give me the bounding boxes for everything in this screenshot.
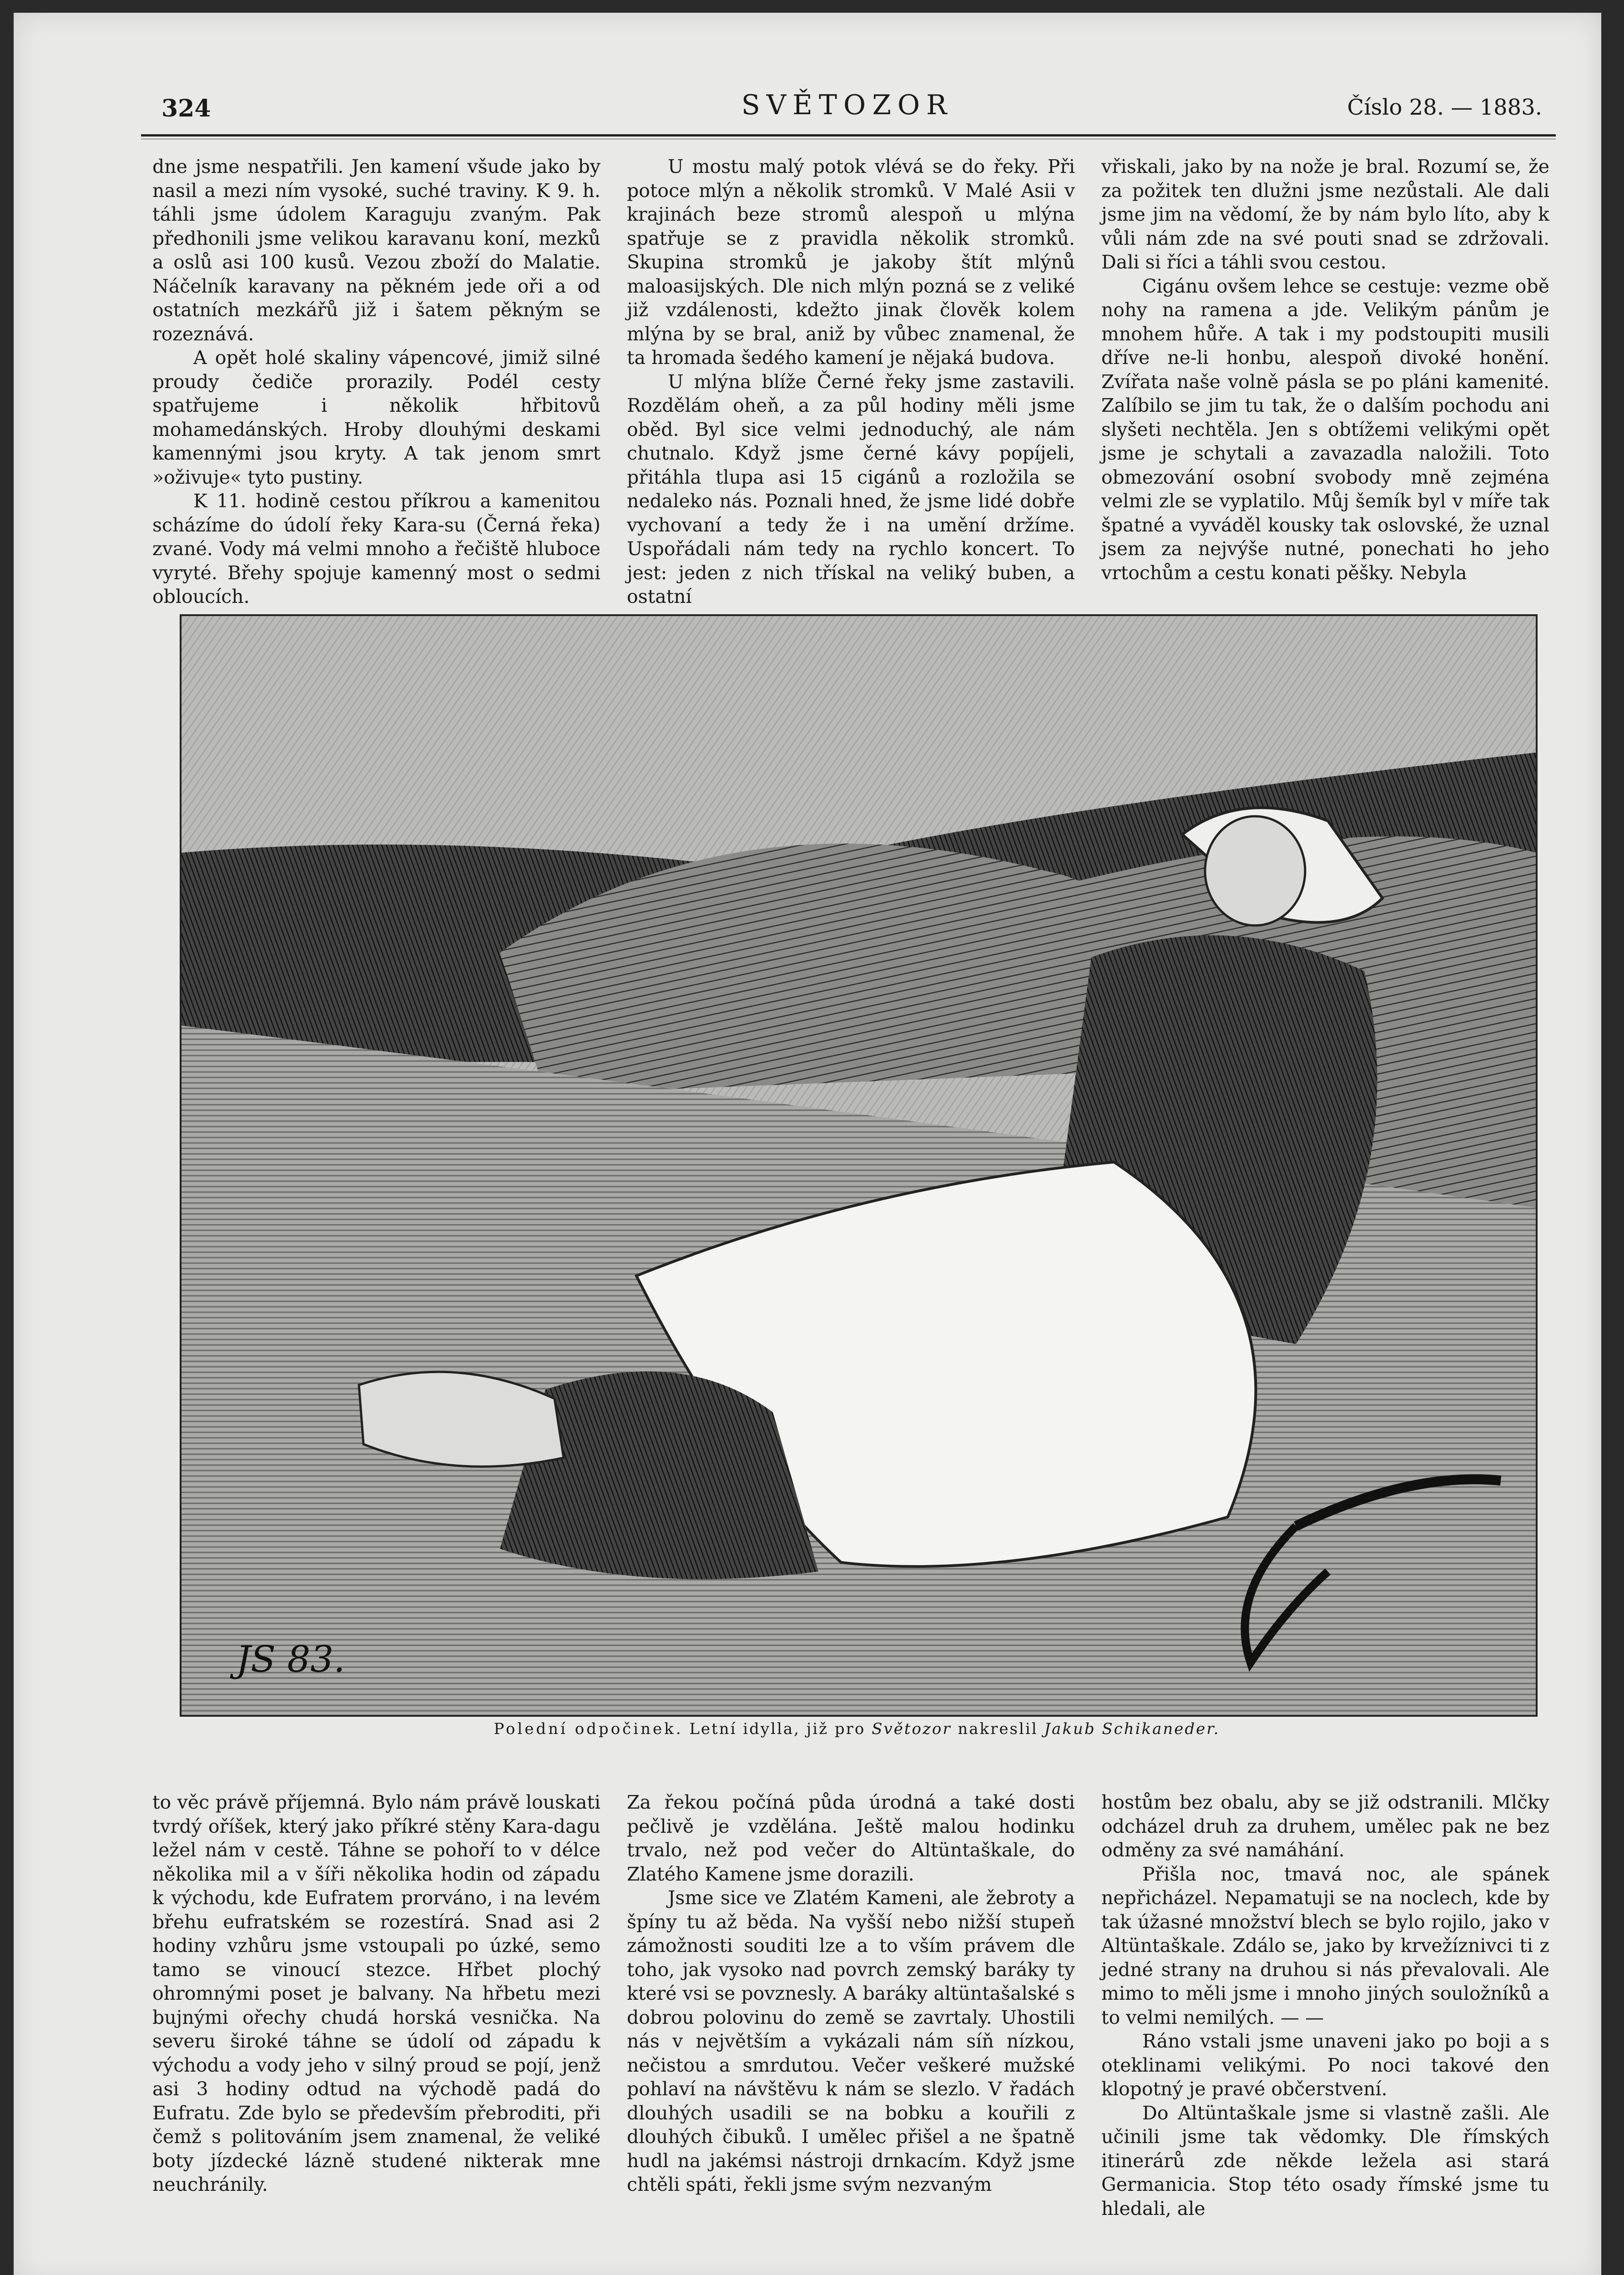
article-column-2-bottom — [627, 1790, 1075, 2195]
article-column-1-top — [152, 155, 600, 607]
paragraph: hostům bez obalu, aby se již odstranili. Mlčky odcházel druh za druhem, umělec pak ne bez odměny za své namáhání. — [1101, 1791, 1549, 1861]
article-column-1-bottom — [152, 1790, 600, 2195]
article-column-3-bottom — [1101, 1790, 1549, 2219]
article-column-3-top — [1101, 155, 1549, 584]
page-number: 324 — [161, 95, 211, 122]
paragraph: U mlýna blíže Černé řeky jsme zastavili. Rozdělám oheň, a za půl hodiny měli jsme oběd. Byl sice velmi jednoduchý, ale nám chutnalo. Když jsme černé kávy popíjeli, přitáhla tlupa asi 15 cigánů a rozložila se nedaleko nás. Poznali hned, že jsme lidé dobře vychovaní a tedy že i na umění držíme. Uspořádali nám tedy na rychlo koncert. To jest: jeden z nich třískal na veliký buben, a ostatní — [627, 370, 1075, 607]
paragraph: Přišla noc, tmavá noc, ale spánek nepřicházel. Nepamatuji se na noclech, kde by tak úžasné množství blech se bylo rojilo, jako v Altüntaškale. Zdálo se, jako by krvežíznivci ti z jedné strany na druhou si nás převalovali. Ale mimo to měli jsme i mnoho jiných souložníků a to velmi nemilých. — — — [1101, 1863, 1549, 2028]
masthead-title: SVĚTOZOR — [741, 89, 953, 121]
paragraph: Do Altüntaškale jsme si vlastně zašli. Ale učinili jsme tak vědomky. Dle římských itinerárů zde někde ležela asi stará Germanicia. Stop této osady římské jsme tu hledali, ale — [1101, 2102, 1549, 2219]
paragraph: Ráno vstali jsme unaveni jako po boji a s oteklinami velikými. Po noci takové den klopotný je pravé občerstvení. — [1101, 2030, 1549, 2100]
paragraph: Jsme sice ve Zlatém Kameni, ale žebroty a špíny tu až běda. Na vyšší nebo nižší stupeň zámožnosti souditi lze a to vším právem dle toho, jak vysoko nad povrch zemský baráky ty které vsi se povznesly. A baráky altüntašalské s dobrou polovinu do země se zavrtaly. Uhostili nás v největším a vykázali nám síň nízkou, nečistou a smrdutou. Večer veškeré mužské pohlaví na návštěvu k nám se slezlo. V řadách dlouhých usadili se na bobku a kouřili z dlouhých čibuků. I umělec přišel a ne špatně hudl na jakémsi nástroji drnkacím. Když jsme chtěli spáti, řekli jsme svým nezvaným — [627, 1887, 1075, 2195]
paragraph: vřiskali, jako by na nože je bral. Rozumí se, že za požitek ten dlužni jsme nezůstali. Ale dali jsme jim na vědomí, že by nám bylo líto, aby k vůli nám zde na své pouti snad se zdržovali. Dali si říci a táhli svou cestou. — [1101, 156, 1549, 273]
paragraph: A opět holé skaliny vápencové, jimiž silné proudy čediče prorazily. Podél cesty spatřujeme i několik hřbitovů mohamedánských. Hroby dlouhými deskami kamennými jsou kryty. A tak jenom smrt »oživuje« tyto pustiny. — [152, 347, 600, 488]
caption-mid: nakreslil — [958, 1720, 1038, 1738]
header-rule — [141, 134, 1556, 136]
page-header — [139, 81, 1556, 126]
paragraph: dne jsme nespatřili. Jen kamení všude jako by nasil a mezi ním vysoké, suché traviny. K 9. h. táhli jsme údolem Karaguju zvaným. Pak předhonili jsme velikou karavanu koní, mezků a oslů asi 100 kusů. Vezou zboží do Malatie. Náčelník karavany na pěkném jede oři a od ostatních mezkářů již i šatem pěkným se rozeznává. — [152, 156, 600, 345]
caption-text: Letní idylla, již pro — [689, 1720, 866, 1738]
paragraph: to věc právě příjemná. Bylo nám právě louskati tvrdý oříšek, který jako příkré stěny Kara-dagu ležel nám v cestě. Táhne se pohoří to v délce několika mil a v šíři několika hodin od západu k východu, kde Eufratem prorváno, i na levém břehu eufratském se rozestírá. Snad asi 2 hodiny vzhůru jsme vstoupali po úzké, semo tamo se vinoucí stezce. Hřbet plochý ohromnými poset je balvany. Na hřbetu mezi bujnými ořechy chudá horská vesnička. Na severu široké táhne se údolí od západu k východu a vody jeho v silný proud se pojí, jenž asi 3 hodiny odtud na východě padá do Eufratu. Zde bylo se především přebroditi, při čemž s politováním jsem znamenal, že veliké boty jízdecké lázně studené nikterak mne neuchránily. — [152, 1791, 600, 2195]
issue-number: Číslo 28. — 1883. — [1347, 95, 1542, 120]
article-column-2-top — [627, 155, 1075, 607]
artist-signature: JS 83. — [236, 1638, 345, 1680]
paragraph: U mostu malý potok vlévá se do řeky. Při potoce mlýn a několik stromků. V Malé Asii v krajinách beze stromů alespoň u mlýna spatřuje se z pravidla několik stromků. Skupina stromků je jakoby štít mlýnů maloasijských. Dle nich mlýn pozná se z veliké již vzdálenosti, kdežto jinak člověk kolem mlýna by se bral, aniž by vůbec znamenal, že ta hromada šedého kamení je nějaká budova. — [627, 156, 1075, 369]
caption-journal: Světozor — [872, 1720, 952, 1738]
engraving-illustration — [180, 614, 1538, 1717]
girl-face — [1205, 816, 1305, 925]
paragraph: Za řekou počíná půda úrodná a také dosti pečlivě je vzdělána. Ještě malou hodinku trvalo, než pod večer do Altüntaškale, do Zlatého Kamene jsme dorazili. — [627, 1791, 1075, 1885]
paragraph: Cigánu ovšem lehce se cestuje: vezme obě nohy na ramena a jde. Velikým pánům je mnohem hůře. A tak i my podstoupiti musili dříve ne-li honbu, alespoň divoké honění. Zvířata naše volně pásla se po pláni kamenité. Zalíbilo se jim tu tak, že o dalším pochodu ani slyšeti nechtěla. Jen s obtížemi velikými opět jsme je schytali a zavazadla naložili. Toto obmezování osobní svobody mně zejména velmi zle se vyplatilo. Můj šemík byl v míře tak špatné a vyváděl kousky tak oslovské, že uznal jsem za nejvýše nutné, ponechati ho jeho vrtochům a cestu konati pěšky. Nebyla — [1101, 275, 1549, 584]
caption-title: Polední odpočinek. — [494, 1720, 683, 1738]
paragraph: K 11. hodině cestou příkrou a kamenitou scházíme do údolí řeky Kara-su (Černá řeka) zvané. Vody má velmi mnoho a řečiště hluboce vyryté. Břehy spojuje kamenný most o sedmi obloucích. — [152, 490, 600, 607]
illustration-drawing — [182, 616, 1536, 1715]
figure-caption — [180, 1720, 1534, 1738]
caption-artist: Jakub Schikaneder. — [1044, 1720, 1220, 1738]
